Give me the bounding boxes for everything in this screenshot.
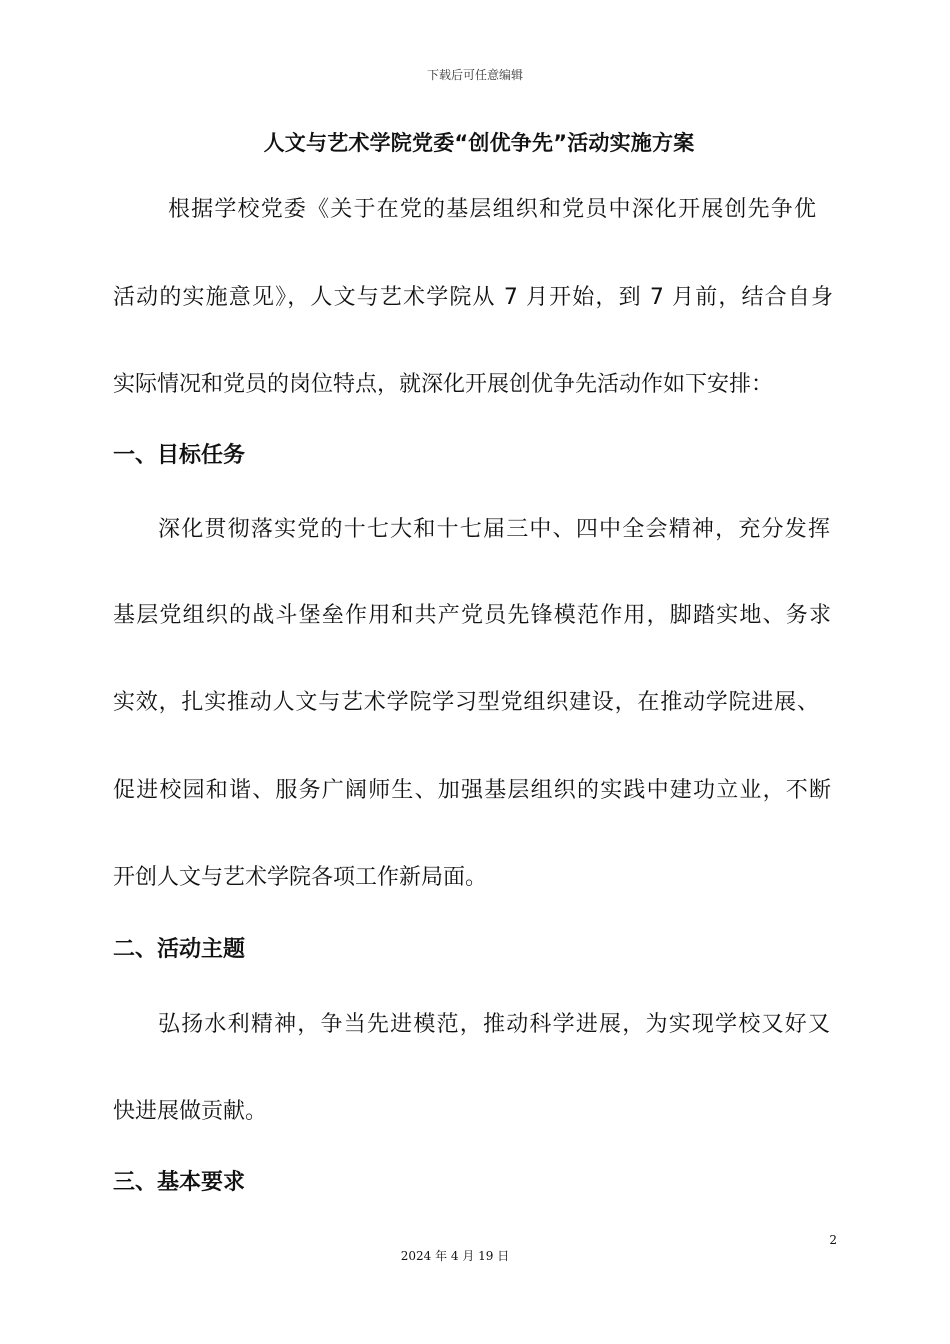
intro-line-3: 实际情况和党员的岗位特点，就深化开展创优争先活动作如下安排： bbox=[113, 372, 774, 397]
goals-line-3: 实效，扎实推动人文与艺术学院学习型党组织建设，在推动学院进展、 bbox=[113, 690, 819, 715]
intro-line-1: 根据学校党委《关于在党的基层组织和党员中深化开展创先争优 bbox=[168, 197, 816, 222]
theme-line-1: 弘扬水利精神，争当先进模范，推动科学进展，为实现学校又好又 bbox=[158, 1012, 830, 1037]
document-title: 人文与艺术学院党委“创优争先”活动实施方案 bbox=[263, 131, 695, 155]
section-heading-requirements: 三、基本要求 bbox=[113, 1170, 246, 1195]
goals-line-4: 促进校园和谐、服务广阔师生、加强基层组织的实践中建功立业，不断 bbox=[113, 778, 831, 803]
goals-line-1: 深化贯彻落实党的十七大和十七届三中、四中全会精神，充分发挥 bbox=[158, 517, 830, 542]
goals-line-5: 开创人文与艺术学院各项工作新局面。 bbox=[113, 865, 488, 890]
page-header: 下载后可任意编辑 bbox=[426, 68, 523, 82]
goals-line-2: 基层党组织的战斗堡垒作用和共产党员先锋模范作用，脚踏实地、务求 bbox=[113, 603, 831, 628]
section-heading-theme: 二、活动主题 bbox=[113, 937, 246, 962]
theme-line-2: 快进展做贡献。 bbox=[113, 1099, 268, 1124]
intro-line-2: 活动的实施意见》，人文与艺术学院从 7 月开始，到 7 月前，结合自身 bbox=[113, 285, 833, 310]
page-number: 2 bbox=[829, 1233, 837, 1247]
section-heading-goals: 一、目标任务 bbox=[113, 443, 246, 468]
footer-date: 2024 年 4 月 19 日 bbox=[400, 1249, 510, 1263]
